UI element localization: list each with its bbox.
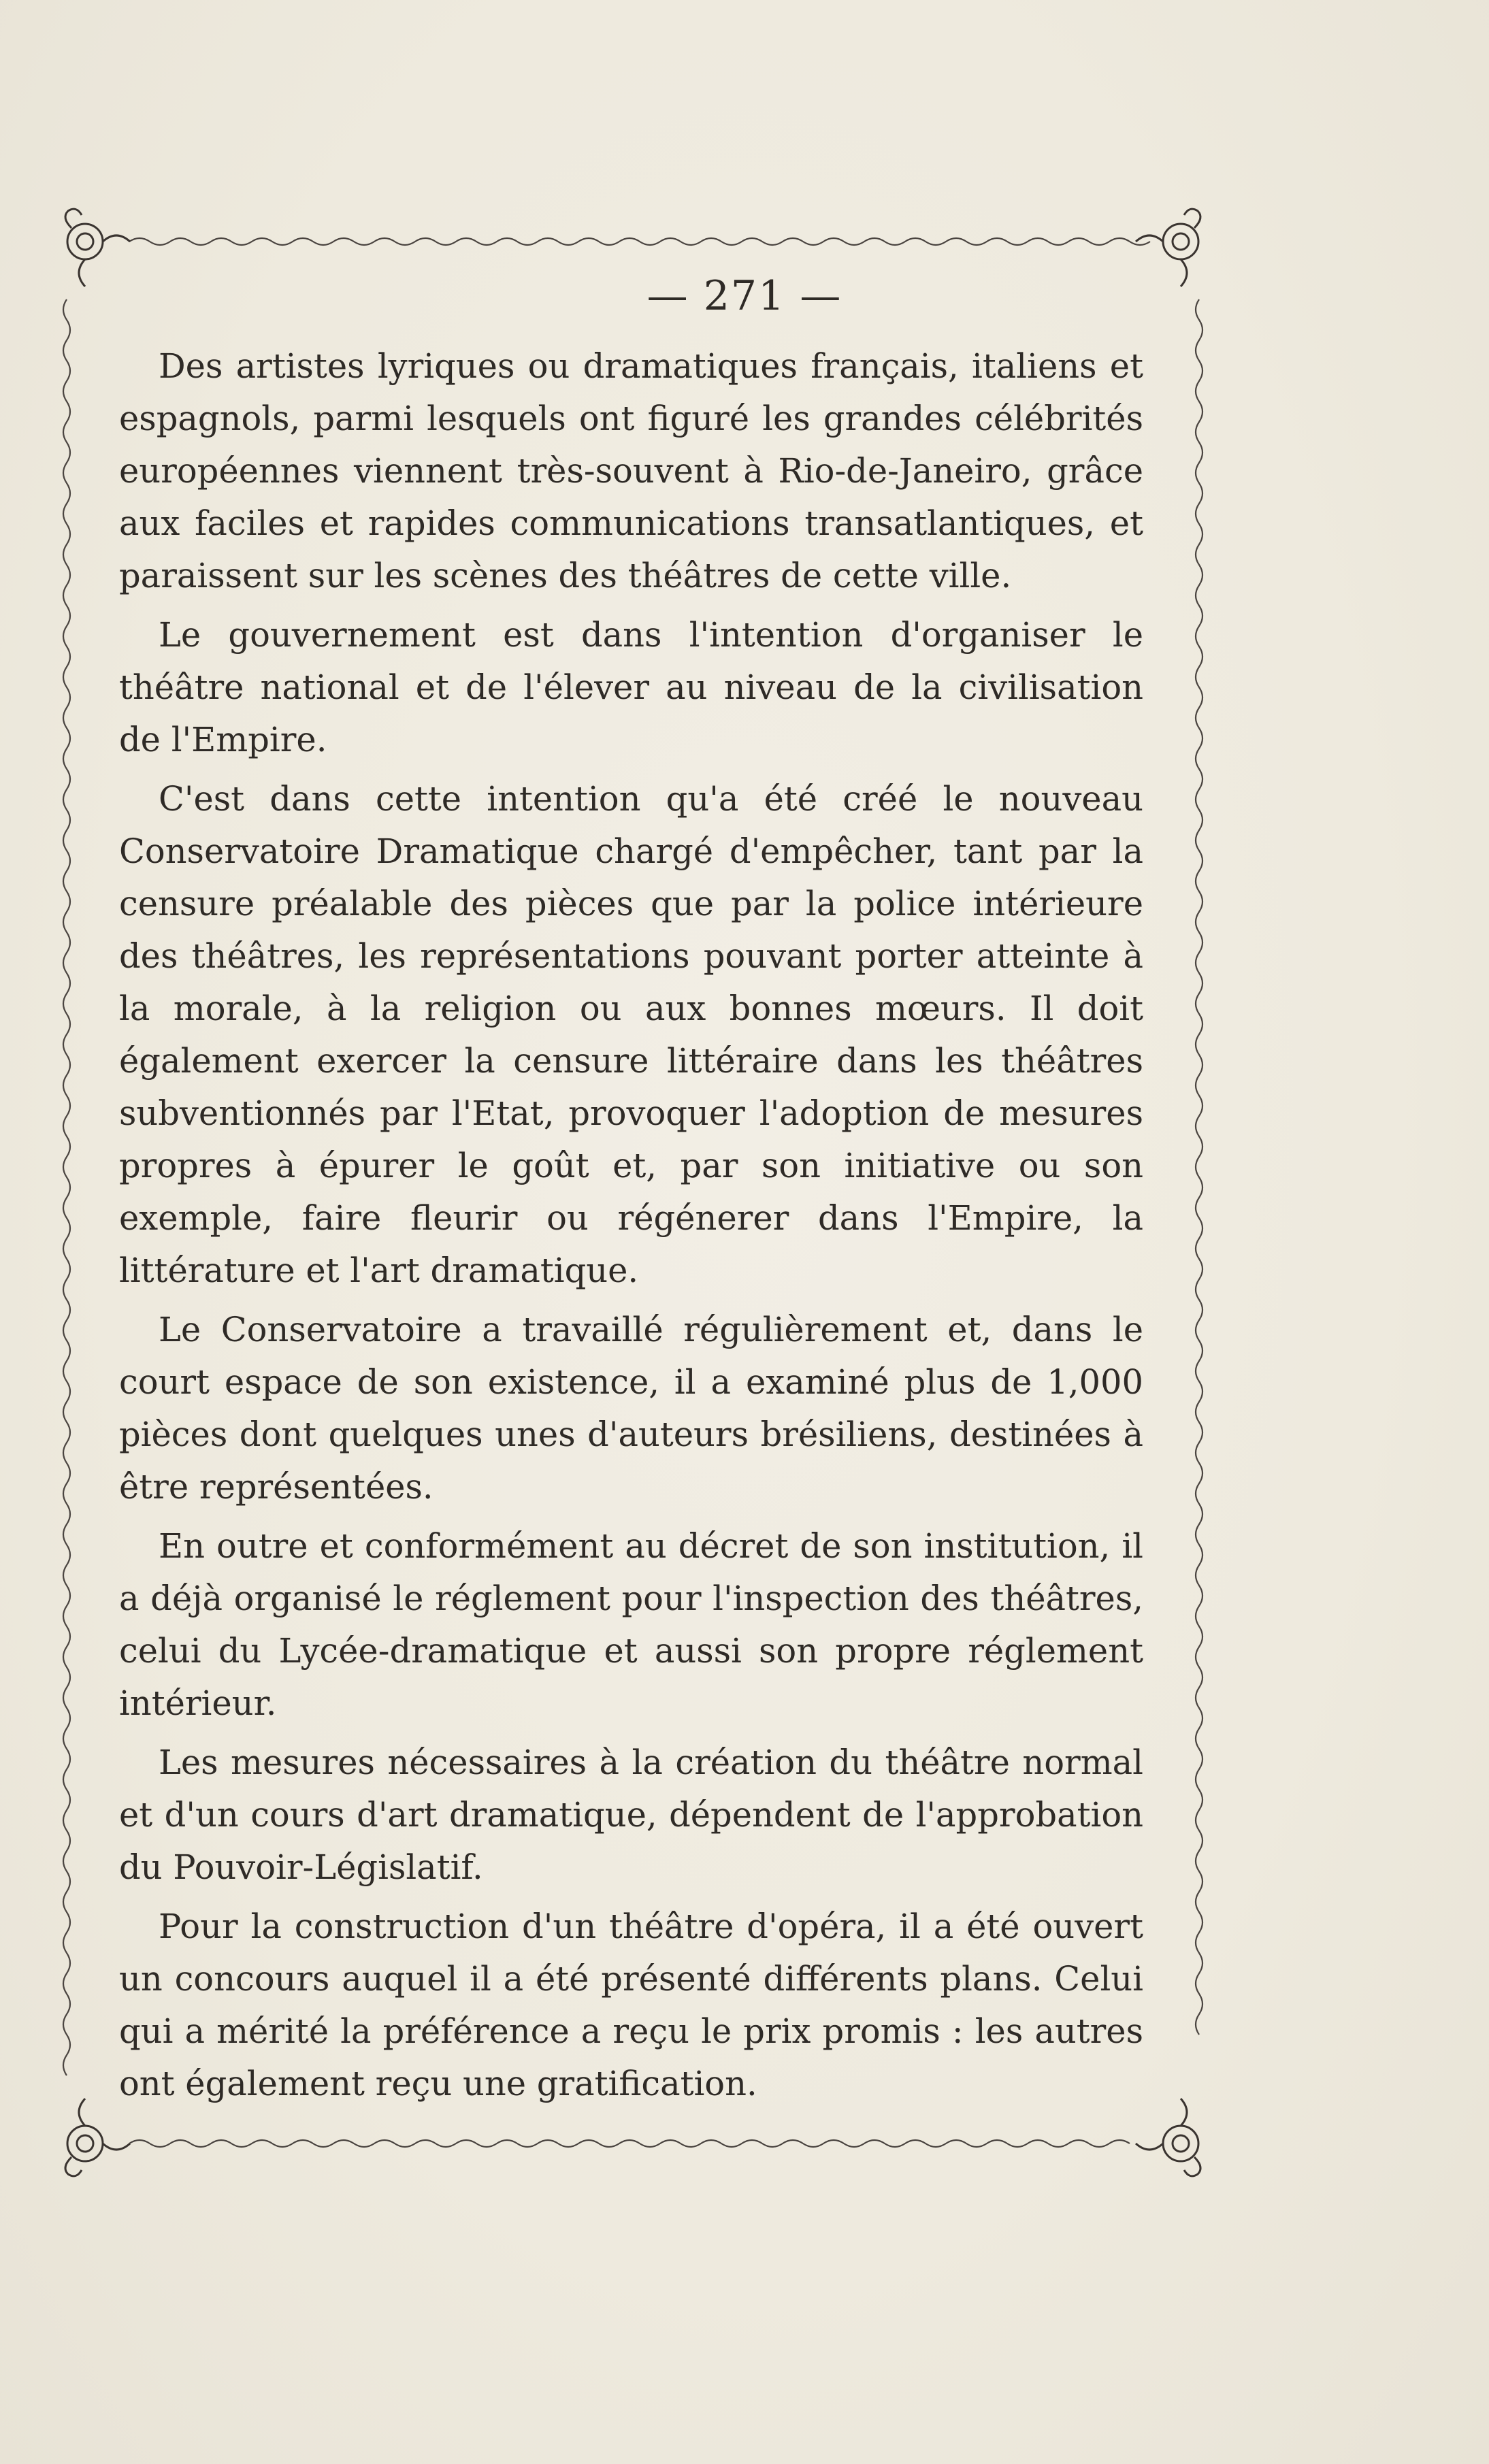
border-bottom-wave xyxy=(129,2140,1130,2147)
paragraph: C'est dans cette intention qu'a été créé le nouveau Conservatoire Dramatique chargé d'empêcher, tant par la censure préalable des pièces que par la police intérieure des théâtres, les représentations pouvant porter atteinte à la morale, à la religion ou aux bonnes mœurs. Il doit également exercer la censure littéraire dans les théâtres subventionnés par l'Etat, provoquer l'adoption de mesures propres à épurer le goût et, par son initiative ou son exemple, faire fleurir ou régénerer dans l'Empire, la littérature et l'art dramatique. xyxy=(119,779,1143,1290)
paragraph: Le gouvernement est dans l'intention d'organiser le théâtre national et de l'élever au niveau de la civilisation de l'Empire. xyxy=(119,615,1143,759)
border-left-wave xyxy=(63,299,70,2075)
paragraph: Des artistes lyriques ou dramatiques français, italiens et espagnols, parmi lesquels ont figuré les grandes célébrités européennes viennent très-souvent à Rio-de-Janeiro, grâce aux faciles et rapides communications transatlantiques, et paraissent sur les scènes des théâtres de cette ville. xyxy=(119,346,1143,595)
paragraph: Les mesures nécessaires à la création du théâtre normal et d'un cours d'art dramatique, dépendent de l'approbation du Pouvoir-Législatif. xyxy=(119,1743,1143,1887)
paragraph: Le Conservatoire a travaillé régulièrement et, dans le court espace de son existence, il a examiné plus de 1,000 pièces dont quelques unes d'auteurs brésiliens, destinées à être représentées. xyxy=(119,1310,1143,1507)
body-text xyxy=(119,340,1143,2117)
border-right-wave xyxy=(1196,299,1202,2035)
border-top-wave xyxy=(129,238,1150,245)
corner-ornament-bottom-right xyxy=(1136,2099,1200,2176)
paragraph: En outre et conformément au décret de son institution, il a déjà organisé le réglement pour l'inspection des théâtres, celui du Lycée-dramatique et aussi son propre réglement intérieur. xyxy=(119,1526,1143,1723)
paragraph: Pour la construction d'un théâtre d'opéra, il a été ouvert un concours auquel il a été présenté différents plans. Celui qui a mérité la préférence a reçu le prix promis : les autres ont également reçu une gratification. xyxy=(119,1907,1143,2103)
page-number: — 271 — xyxy=(647,272,842,320)
